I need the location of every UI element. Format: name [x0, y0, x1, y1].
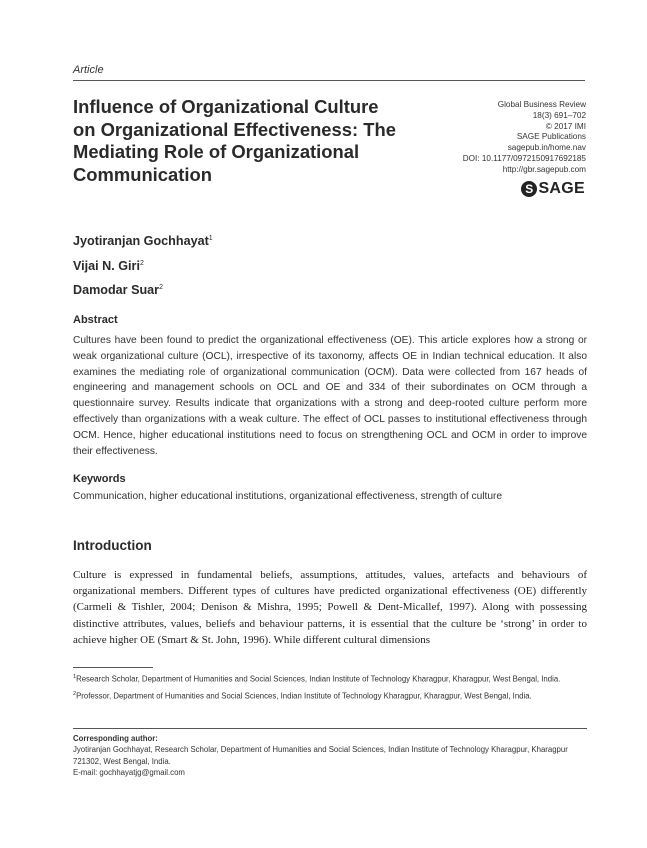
- introduction-heading: Introduction: [73, 538, 152, 553]
- title-line: Mediating Role of Organizational: [73, 141, 360, 162]
- keywords-heading: Keywords: [73, 473, 126, 485]
- publisher-url[interactable]: sagepub.in/home.nav: [507, 143, 586, 153]
- journal-volume: 18(3) 691–702: [532, 110, 586, 120]
- sage-logo-icon: S: [521, 181, 537, 197]
- journal-metadata: [420, 100, 586, 176]
- author-list: [73, 228, 213, 302]
- header-rule: [73, 80, 585, 81]
- journal-url[interactable]: http://gbr.sagepub.com: [502, 164, 586, 174]
- abstract-text: Cultures have been found to predict the organizational effectiveness (OE). This article explores how a strong or weak organizational culture (OCL), irrespective of its taxonomy, affects OE in Indian technical education. It also examines the mediating role of organizational communication (OCM). Data were collected from 167 heads of engineering and management schools on OCL and OE and 334 of their subordinates on OCM through a questionnaire survey. Results indicate that organizations with a strong and deep-rooted culture perform more effectively than organizations with a weak culture. The effect of OCL passes to institutional effectiveness through OCM. Hence, higher educational institutions need to focus on strengthening OCL and OCM in order to improve their effectiveness.: [73, 335, 587, 457]
- corresponding-rule: [73, 728, 587, 729]
- corresponding-email[interactable]: E-mail: gochhayatjg@gmail.com: [73, 767, 185, 777]
- abstract-heading: Abstract: [73, 314, 118, 326]
- journal-name: Global Business Review: [497, 100, 586, 109]
- introduction-text: Culture is expressed in fundamental beliefs, assumptions, attitudes, values, artefacts and behaviours of organizational members. Different types of cultures have predicted organizational effectiveness (OE) differently (Carmeli & Tishler, 2004; Denison & Mishra, 1995; Powell & Dent-Micallef, 1997). Along with possessing distinctive attributes, values, beliefs and behaviour patterns, it is essential that the culture be ‘strong’ in order to achieve higher OE (Smart & St. John, 1996). While different cultural dimensions: [73, 569, 587, 646]
- doi[interactable]: DOI: 10.1177/0972150917692185: [462, 153, 586, 163]
- title-line: Communication: [73, 163, 212, 185]
- footnote: $^1$Research Scholar, Department of Humanities and Social Sciences, Indian Institute of Technology Kharagpur, Kharagpur, West Bengal, India.: [73, 674, 561, 684]
- article-title: [73, 96, 443, 186]
- publisher-name: SAGE Publications: [516, 132, 586, 142]
- copyright: © 2017 IMI: [545, 121, 586, 131]
- author-name: Damodar Suar$^2$: [73, 283, 163, 298]
- corresponding-details: Jyotiranjan Gochhayat, Research Scholar, Department of Humanities and Social Sciences, Indian Institute of Technology Kharagpur, Kharagpur 721302, West Bengal, India.: [73, 745, 568, 766]
- article-type-label: Article: [73, 64, 104, 76]
- corresponding-author: [73, 733, 587, 778]
- footnote-rule: [73, 667, 153, 668]
- title-line: on Organizational Effectiveness: The: [73, 118, 396, 140]
- author-name: Vijai N. Giri$^2$: [73, 258, 144, 273]
- footnote: $^2$Professor, Department of Humanities and Social Sciences, Indian Institute of Technology Kharagpur, Kharagpur, West Bengal, India.: [73, 690, 532, 701]
- keywords-text: Communication, higher educational institutions, organizational effectiveness, strength of culture: [73, 491, 503, 502]
- title-line: Influence of Organizational Culture: [73, 96, 379, 117]
- corresponding-label: Corresponding author:: [73, 734, 158, 743]
- author-name: Jyotiranjan Gochhayat$^1$: [73, 234, 213, 249]
- sage-logo: [521, 180, 585, 198]
- footnotes: [73, 672, 587, 706]
- sage-logo-text: SAGE: [538, 180, 585, 197]
